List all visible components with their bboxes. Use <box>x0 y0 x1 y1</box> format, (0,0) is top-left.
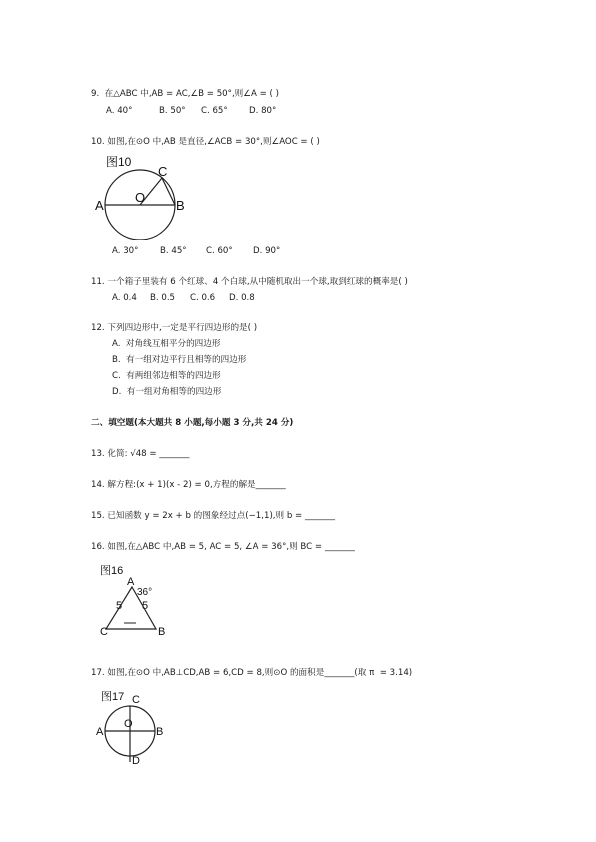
q16-left-side-label: 5 <box>116 600 123 612</box>
q16-figure-title: 图16 <box>100 565 124 577</box>
q11-option-d: D. 0.8 <box>229 293 255 303</box>
q10-option-b: B. 45° <box>160 246 187 256</box>
q16-triangle-figure <box>94 560 184 642</box>
q16-angle-label: 36° <box>137 587 153 598</box>
q10-option-d: D. 90° <box>253 246 281 256</box>
q10-option-a: A. 30° <box>112 246 139 256</box>
q10-figure-title: 图10 <box>106 155 132 169</box>
q12-option-d: D. 有一组对角相等的四边形 <box>112 387 222 397</box>
q13-stem: 13. 化简: √48 = _______ <box>91 449 190 459</box>
q17-circle-figure <box>93 688 175 770</box>
q9-stem: 9. 在△ABC 中,AB = AC,∠B = 50°,则∠A = ( ) <box>91 89 279 99</box>
q11-option-a: A. 0.4 <box>112 293 137 303</box>
q16-label-b: B <box>158 626 166 638</box>
q10-label-b: B <box>176 198 185 213</box>
q17-label-d: D <box>132 755 140 767</box>
q17-stem: 17. 如图,在⊙O 中,AB⊥CD,AB = 6,CD = 8,则⊙O 的面积是_______(取 π = 3.14) <box>91 668 413 678</box>
q12-stem: 12. 下列四边形中,一定是平行四边形的是( ) <box>91 323 258 333</box>
q15-stem: 15. 已知函数 y = 2x + b 的图象经过点(−1,1),则 b = _______ <box>91 511 336 521</box>
q9-option-d: D. 80° <box>249 106 277 116</box>
q17-label-c: C <box>132 694 140 706</box>
q10-label-o: O <box>135 190 146 205</box>
q10-stem: 10. 如图,在⊙O 中,AB 是直径,∠ACB = 30°,则∠AOC = ( ) <box>91 137 320 147</box>
q12-option-c: C. 有两组邻边相等的四边形 <box>112 371 221 381</box>
q10-label-c: C <box>158 164 168 179</box>
q17-label-a: A <box>96 726 104 738</box>
q17-figure-title: 图17 <box>101 691 125 703</box>
q10-circle-figure <box>92 150 202 240</box>
q12-option-a: A. 对角线互相平分的四边形 <box>112 339 221 349</box>
q10-label-a: A <box>95 198 104 213</box>
q14-stem: 14. 解方程:(x + 1)(x - 2) = 0,方程的解是_______ <box>91 480 286 490</box>
q17-label-b: B <box>156 726 164 738</box>
q16-stem: 16. 如图,在△ABC 中,AB = 5, AC = 5, ∠A = 36°,则 BC = _______ <box>91 542 355 552</box>
q9-option-a: A. 40° <box>106 106 133 116</box>
q16-label-c: C <box>100 626 108 638</box>
q11-option-c: C. 0.6 <box>190 293 216 303</box>
q12-option-b: B. 有一组对边平行且相等的四边形 <box>112 355 247 365</box>
q16-right-side-label: 5 <box>142 600 149 612</box>
q17-label-o: O <box>124 718 133 730</box>
q10-option-c: C. 60° <box>206 246 233 256</box>
q9-option-c: C. 65° <box>201 106 228 116</box>
q9-option-b: B. 50° <box>159 106 186 116</box>
q16-label-a: A <box>127 576 135 588</box>
section2-heading: 二、填空题(本大题共 8 小题,每小题 3 分,共 24 分) <box>91 418 294 428</box>
q11-option-b: B. 0.5 <box>150 293 176 303</box>
q10-segment-cb <box>162 178 175 205</box>
q11-stem: 11. 一个箱子里装有 6 个红球、4 个白球,从中随机取出一个球,取到红球的概率是( ) <box>91 277 408 287</box>
